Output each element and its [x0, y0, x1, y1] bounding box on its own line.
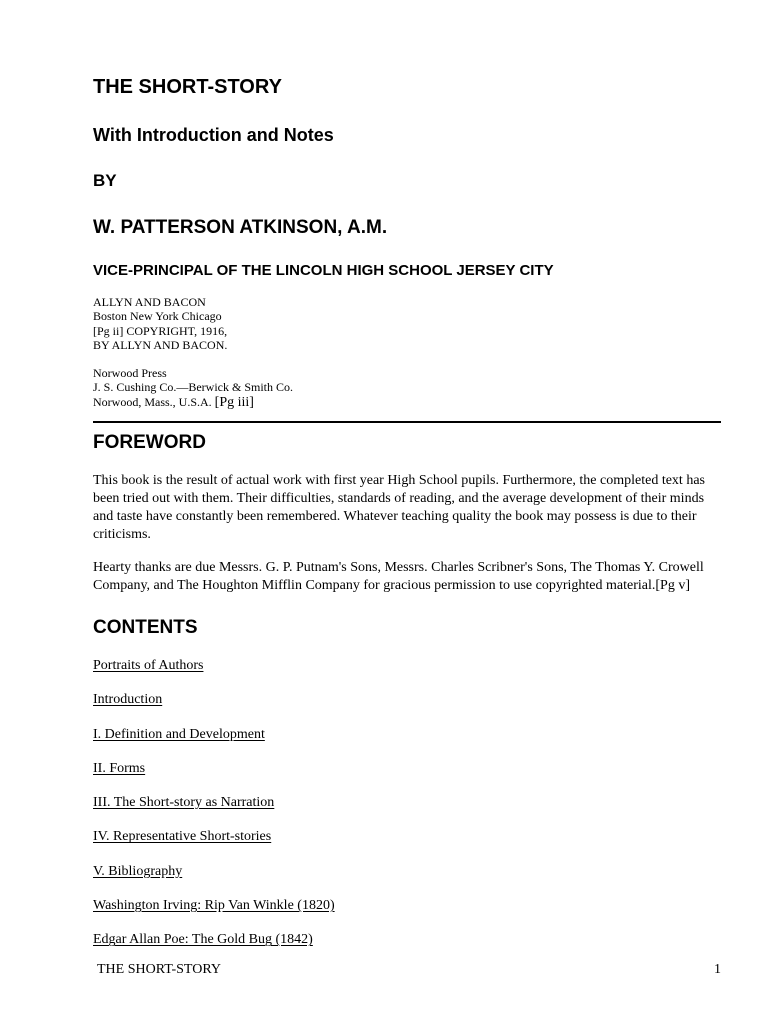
acknowledgements-paragraph: Hearty thanks are due Messrs. G. P. Putnam's Sons, Messrs. Charles Scribner's Sons, The Thomas Y. Crowell Company, and The Houghton Mifflin Company for gracious permission to use copyrighted material.[Pg v]	[93, 560, 704, 593]
list-item	[93, 759, 335, 793]
list-item	[93, 690, 335, 724]
publisher-line: ALLYN AND BACON	[93, 295, 206, 309]
list-item	[93, 793, 335, 827]
author-name: W. PATTERSON ATKINSON, A.M.	[93, 217, 388, 238]
author-position: VICE-PRINCIPAL OF THE LINCOLN HIGH SCHOOL JERSEY CITY	[93, 262, 554, 279]
foreword-heading: FOREWORD	[93, 432, 206, 453]
list-item	[93, 725, 335, 759]
press-block	[93, 366, 293, 410]
foreword-paragraph: This book is the result of actual work with first year High School pupils. Furthermore, the completed text has been tried out with them. Their difficulties, standards of reading, and the average development of their minds and taste have constantly been remembered. Whatever teaching quality the book may possess is due to their criticisms.	[93, 473, 705, 542]
toc-link-portraits[interactable]: Portraits of Authors	[93, 658, 204, 673]
by-label: BY	[93, 171, 117, 190]
publisher-line: BY ALLYN AND BACON.	[93, 337, 228, 352]
toc-link-introduction[interactable]: Introduction	[93, 692, 163, 708]
horizontal-rule	[93, 421, 721, 423]
press-line	[93, 395, 293, 410]
toc-link-rip-van-winkle[interactable]: Washington Irving: Rip Van Winkle (1820)	[93, 898, 335, 914]
page-number: 1	[714, 962, 721, 977]
toc-link-bibliography[interactable]: V. Bibliography	[93, 863, 183, 879]
press-line: Norwood Press	[93, 366, 167, 380]
book-subtitle: With Introduction and Notes	[93, 125, 334, 145]
book-title: THE SHORT-STORY	[93, 76, 282, 98]
contents-heading: CONTENTS	[93, 617, 198, 638]
list-item	[93, 827, 335, 861]
running-footer-title: THE SHORT-STORY	[97, 962, 222, 977]
toc-link-narration[interactable]: III. The Short-story as Narration	[93, 795, 275, 811]
publisher-line: Boston New York Chicago	[93, 309, 222, 324]
contents-list	[93, 656, 335, 965]
toc-link-definition[interactable]: I. Definition and Development	[93, 726, 265, 742]
list-item	[93, 862, 335, 896]
page-marker: [Pg iii]	[214, 394, 254, 410]
press-location: Norwood, Mass., U.S.A.	[93, 394, 212, 409]
list-item	[93, 896, 335, 930]
publisher-line: [Pg ii] COPYRIGHT, 1916,	[93, 323, 228, 338]
toc-link-representative[interactable]: IV. Representative Short-stories	[93, 829, 272, 845]
press-line: J. S. Cushing Co.—Berwick & Smith Co.	[93, 380, 294, 395]
publisher-block	[93, 295, 227, 352]
toc-link-gold-bug[interactable]: Edgar Allan Poe: The Gold Bug (1842)	[93, 932, 313, 948]
list-item	[93, 930, 335, 964]
list-item	[93, 656, 335, 690]
toc-link-forms[interactable]: II. Forms	[93, 760, 146, 776]
